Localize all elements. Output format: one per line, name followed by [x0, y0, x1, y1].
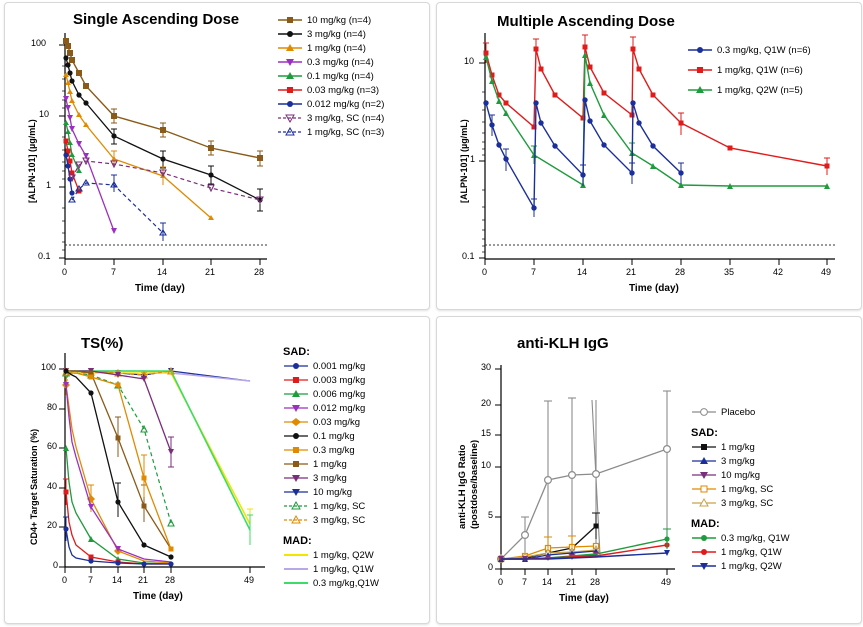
ts-xtick-7: 7 [88, 575, 94, 585]
legend-label: 1 mg/kg, Q2W [721, 560, 782, 572]
legend-label: 0.03 mg/kg (n=3) [307, 84, 380, 96]
legend-label: 3 mg/kg (n=4) [307, 28, 366, 40]
legend-label: 0.3 mg/kg, Q1W [721, 532, 790, 544]
legend-label: 1 mg/kg [313, 458, 347, 470]
legend-item[interactable] [283, 562, 379, 576]
legend-marker-square [277, 84, 303, 96]
legend-marker-triangle [691, 455, 717, 467]
ts-ytick-40: 40 [47, 481, 58, 491]
legend-marker-triangle-open [277, 126, 303, 138]
sad-yaxis-label: [ALPN-101] (µg/mL) [27, 119, 37, 203]
legend-item[interactable] [687, 43, 811, 57]
legend-item[interactable] [277, 69, 384, 83]
legend-label: 10 mg/kg [721, 469, 761, 481]
mad-ytick-0.1: 0.1 [462, 251, 475, 261]
legend-marker-circle [277, 98, 303, 110]
mad-xtick-42: 42 [773, 267, 784, 277]
mad-xaxis-label: Time (day) [629, 283, 679, 294]
legend-item[interactable] [277, 27, 384, 41]
legend-item[interactable] [283, 548, 379, 562]
legend-marker-circle-open [691, 406, 717, 418]
legend-marker-circle [691, 532, 717, 544]
panel-title-ts: TS(%) [81, 335, 124, 352]
klh-ytick-5: 5 [488, 510, 494, 520]
ts-ytick-80: 80 [47, 402, 58, 412]
legend-item[interactable] [283, 401, 379, 415]
klh-ytick-15: 15 [481, 428, 492, 438]
legend-item[interactable] [277, 97, 384, 111]
ts-ytick-20: 20 [47, 520, 58, 530]
legend-item[interactable] [283, 513, 379, 527]
legend-label: 1 mg/kg [721, 441, 755, 453]
legend-label: 1 mg/kg, SC [313, 500, 366, 512]
klh-legend-head-sad: SAD: [691, 427, 718, 439]
klh-legend [691, 405, 790, 573]
legend-marker-triangle-down [691, 560, 717, 572]
legend-item[interactable] [283, 576, 379, 590]
legend-marker-circle [283, 430, 309, 442]
panel-title-sad: Single Ascending Dose [73, 11, 240, 28]
legend-item[interactable] [687, 83, 811, 97]
mad-ytick-10: 10 [464, 56, 475, 66]
ts-xtick-28: 28 [165, 575, 176, 585]
legend-label: 0.006 mg/kg [313, 388, 366, 400]
klh-ytick-10: 10 [481, 460, 492, 470]
sad-xaxis-label: Time (day) [135, 283, 185, 294]
panel-title-klh: anti-KLH IgG [517, 335, 609, 352]
legend-marker-square [283, 374, 309, 386]
legend-item[interactable] [283, 387, 379, 401]
legend-marker-square [687, 64, 713, 76]
legend-marker-triangle-open [283, 514, 309, 526]
legend-label: 1 mg/kg, SC (n=3) [307, 126, 385, 138]
legend-label: 0.012 mg/kg [313, 402, 366, 414]
ts-xtick-0: 0 [62, 575, 68, 585]
sad-ytick-1: 1 [46, 180, 52, 190]
panel-single-ascending-dose [4, 2, 430, 310]
klh-xaxis-label: Time (day) [559, 593, 609, 604]
legend-marker-triangle-down [277, 56, 303, 68]
klh-ytick-0: 0 [488, 562, 494, 572]
klh-yaxis-label-line2: (postdose/baseline) [469, 439, 480, 529]
klh-ytick-30: 30 [481, 362, 492, 372]
legend-label: 0.003 mg/kg [313, 374, 366, 386]
ts-xaxis-label: Time (day) [133, 591, 183, 602]
legend-label: 0.3 mg/kg (n=4) [307, 56, 374, 68]
sad-xtick-28: 28 [254, 267, 265, 277]
legend-label: 1 mg/kg, Q1W [313, 563, 374, 575]
legend-item[interactable] [691, 454, 790, 468]
legend-marker-square [277, 14, 303, 26]
legend-marker-triangle [277, 42, 303, 54]
legend-label: 3 mg/kg [721, 455, 755, 467]
legend-item[interactable] [283, 359, 379, 373]
legend-item[interactable] [283, 429, 379, 443]
legend-item[interactable] [691, 496, 790, 510]
legend-marker-line [283, 563, 309, 575]
legend-item[interactable] [283, 443, 379, 457]
legend-item[interactable] [283, 457, 379, 471]
mad-xtick-49: 49 [821, 267, 832, 277]
klh-xtick-28: 28 [590, 577, 601, 587]
legend-item[interactable] [283, 471, 379, 485]
panel-anti-klh-igg [436, 316, 862, 624]
ts-xtick-21: 21 [138, 575, 149, 585]
legend-marker-triangle-down [283, 486, 309, 498]
legend-label: 1 mg/kg (n=4) [307, 42, 366, 54]
legend-marker-circle [691, 546, 717, 558]
ts-legend-head-mad: MAD: [283, 535, 312, 547]
ts-yaxis-label: CD4+ Target Saturation (%) [29, 428, 39, 545]
legend-marker-circle [277, 28, 303, 40]
sad-ytick-10: 10 [39, 109, 50, 119]
legend-label: 0.03 mg/kg [313, 416, 360, 428]
mad-yaxis-label: [ALPN-101] (µg/mL) [459, 119, 469, 203]
legend-marker-diamond [283, 416, 309, 428]
legend-label: 3 mg/kg, SC [313, 514, 366, 526]
sad-legend [277, 13, 384, 139]
legend-label: 10 mg/kg [313, 486, 353, 498]
panel-target-saturation [4, 316, 430, 624]
mad-xtick-0: 0 [482, 267, 488, 277]
legend-label: 0.012 mg/kg (n=2) [307, 98, 385, 110]
legend-marker-square [691, 441, 717, 453]
legend-marker-triangle-down [691, 469, 717, 481]
sad-xtick-7: 7 [111, 267, 117, 277]
klh-xtick-14: 14 [542, 577, 553, 587]
legend-item[interactable] [691, 559, 790, 573]
mad-xtick-7: 7 [531, 267, 537, 277]
ts-xtick-49: 49 [244, 575, 255, 585]
legend-marker-square-open [691, 483, 717, 495]
legend-item[interactable] [277, 55, 384, 69]
legend-label: 0.3 mg/kg, Q1W (n=6) [717, 44, 811, 56]
mad-xtick-28: 28 [675, 267, 686, 277]
legend-item[interactable] [691, 440, 790, 454]
legend-item[interactable] [277, 125, 384, 139]
panel-multiple-ascending-dose [436, 2, 862, 310]
legend-marker-line [283, 549, 309, 561]
sad-xtick-0: 0 [62, 267, 68, 277]
legend-marker-triangle-down-open [277, 112, 303, 124]
legend-label: Placebo [721, 406, 756, 418]
legend-marker-triangle [687, 84, 713, 96]
sad-ytick-0.1: 0.1 [38, 251, 51, 261]
ts-legend [283, 343, 379, 590]
sad-xtick-14: 14 [157, 267, 168, 277]
legend-marker-triangle-open [283, 500, 309, 512]
ts-ytick-0: 0 [53, 560, 59, 570]
legend-item[interactable] [691, 545, 790, 559]
legend-marker-circle [283, 360, 309, 372]
klh-xtick-49: 49 [661, 577, 672, 587]
legend-label: 0.1 mg/kg [313, 430, 355, 442]
legend-label: 0.3 mg/kg [313, 444, 355, 456]
legend-item[interactable] [687, 63, 811, 77]
mad-xtick-21: 21 [626, 267, 637, 277]
sad-ytick-100: 100 [31, 38, 47, 48]
legend-label: 3 mg/kg, SC [721, 497, 774, 509]
ts-xtick-14: 14 [112, 575, 123, 585]
legend-label: 0.001 mg/kg [313, 360, 366, 372]
legend-item[interactable] [283, 373, 379, 387]
mad-xtick-35: 35 [724, 267, 735, 277]
ts-ytick-60: 60 [47, 441, 58, 451]
panel-title-mad: Multiple Ascending Dose [497, 13, 675, 30]
klh-yaxis-label-line1: anti-KLH IgG Ratio [457, 444, 468, 529]
ts-legend-head-sad: SAD: [283, 346, 310, 358]
legend-label: 10 mg/kg (n=4) [307, 14, 372, 26]
legend-marker-triangle [283, 388, 309, 400]
legend-marker-line [283, 577, 309, 589]
klh-xtick-21: 21 [566, 577, 577, 587]
legend-item[interactable] [277, 13, 384, 27]
legend-label: 1 mg/kg, Q2W (n=5) [717, 84, 803, 96]
mad-legend [687, 43, 811, 97]
mad-xtick-14: 14 [577, 267, 588, 277]
legend-label: 0.3 mg/kg,Q1W [313, 577, 379, 589]
sad-xtick-21: 21 [205, 267, 216, 277]
klh-xtick-0: 0 [498, 577, 504, 587]
klh-xtick-7: 7 [522, 577, 528, 587]
legend-marker-square [283, 458, 309, 470]
legend-marker-triangle-down [283, 402, 309, 414]
legend-label: 1 mg/kg, Q1W (n=6) [717, 64, 803, 76]
legend-marker-triangle [277, 70, 303, 82]
ts-ytick-100: 100 [41, 362, 57, 372]
legend-item[interactable] [277, 111, 384, 125]
legend-item[interactable] [283, 499, 379, 513]
legend-item[interactable] [691, 468, 790, 482]
legend-label: 1 mg/kg, SC [721, 483, 774, 495]
legend-item[interactable] [691, 482, 790, 496]
legend-label: 1 mg/kg, Q1W [721, 546, 782, 558]
legend-item[interactable] [277, 83, 384, 97]
legend-label: 0.1 mg/kg (n=4) [307, 70, 374, 82]
klh-legend-head-mad: MAD: [691, 518, 720, 530]
legend-label: 3 mg/kg, SC (n=4) [307, 112, 385, 124]
mad-ytick-1: 1 [470, 154, 476, 164]
legend-marker-triangle-open [691, 497, 717, 509]
legend-item[interactable] [691, 405, 790, 419]
legend-item[interactable] [283, 485, 379, 499]
legend-item[interactable] [277, 41, 384, 55]
klh-ytick-20: 20 [481, 398, 492, 408]
legend-item[interactable] [691, 531, 790, 545]
legend-marker-circle [687, 44, 713, 56]
legend-label: 1 mg/kg, Q2W [313, 549, 374, 561]
legend-marker-square [283, 444, 309, 456]
legend-marker-triangle-down [283, 472, 309, 484]
legend-item[interactable] [283, 415, 379, 429]
legend-label: 3 mg/kg [313, 472, 347, 484]
